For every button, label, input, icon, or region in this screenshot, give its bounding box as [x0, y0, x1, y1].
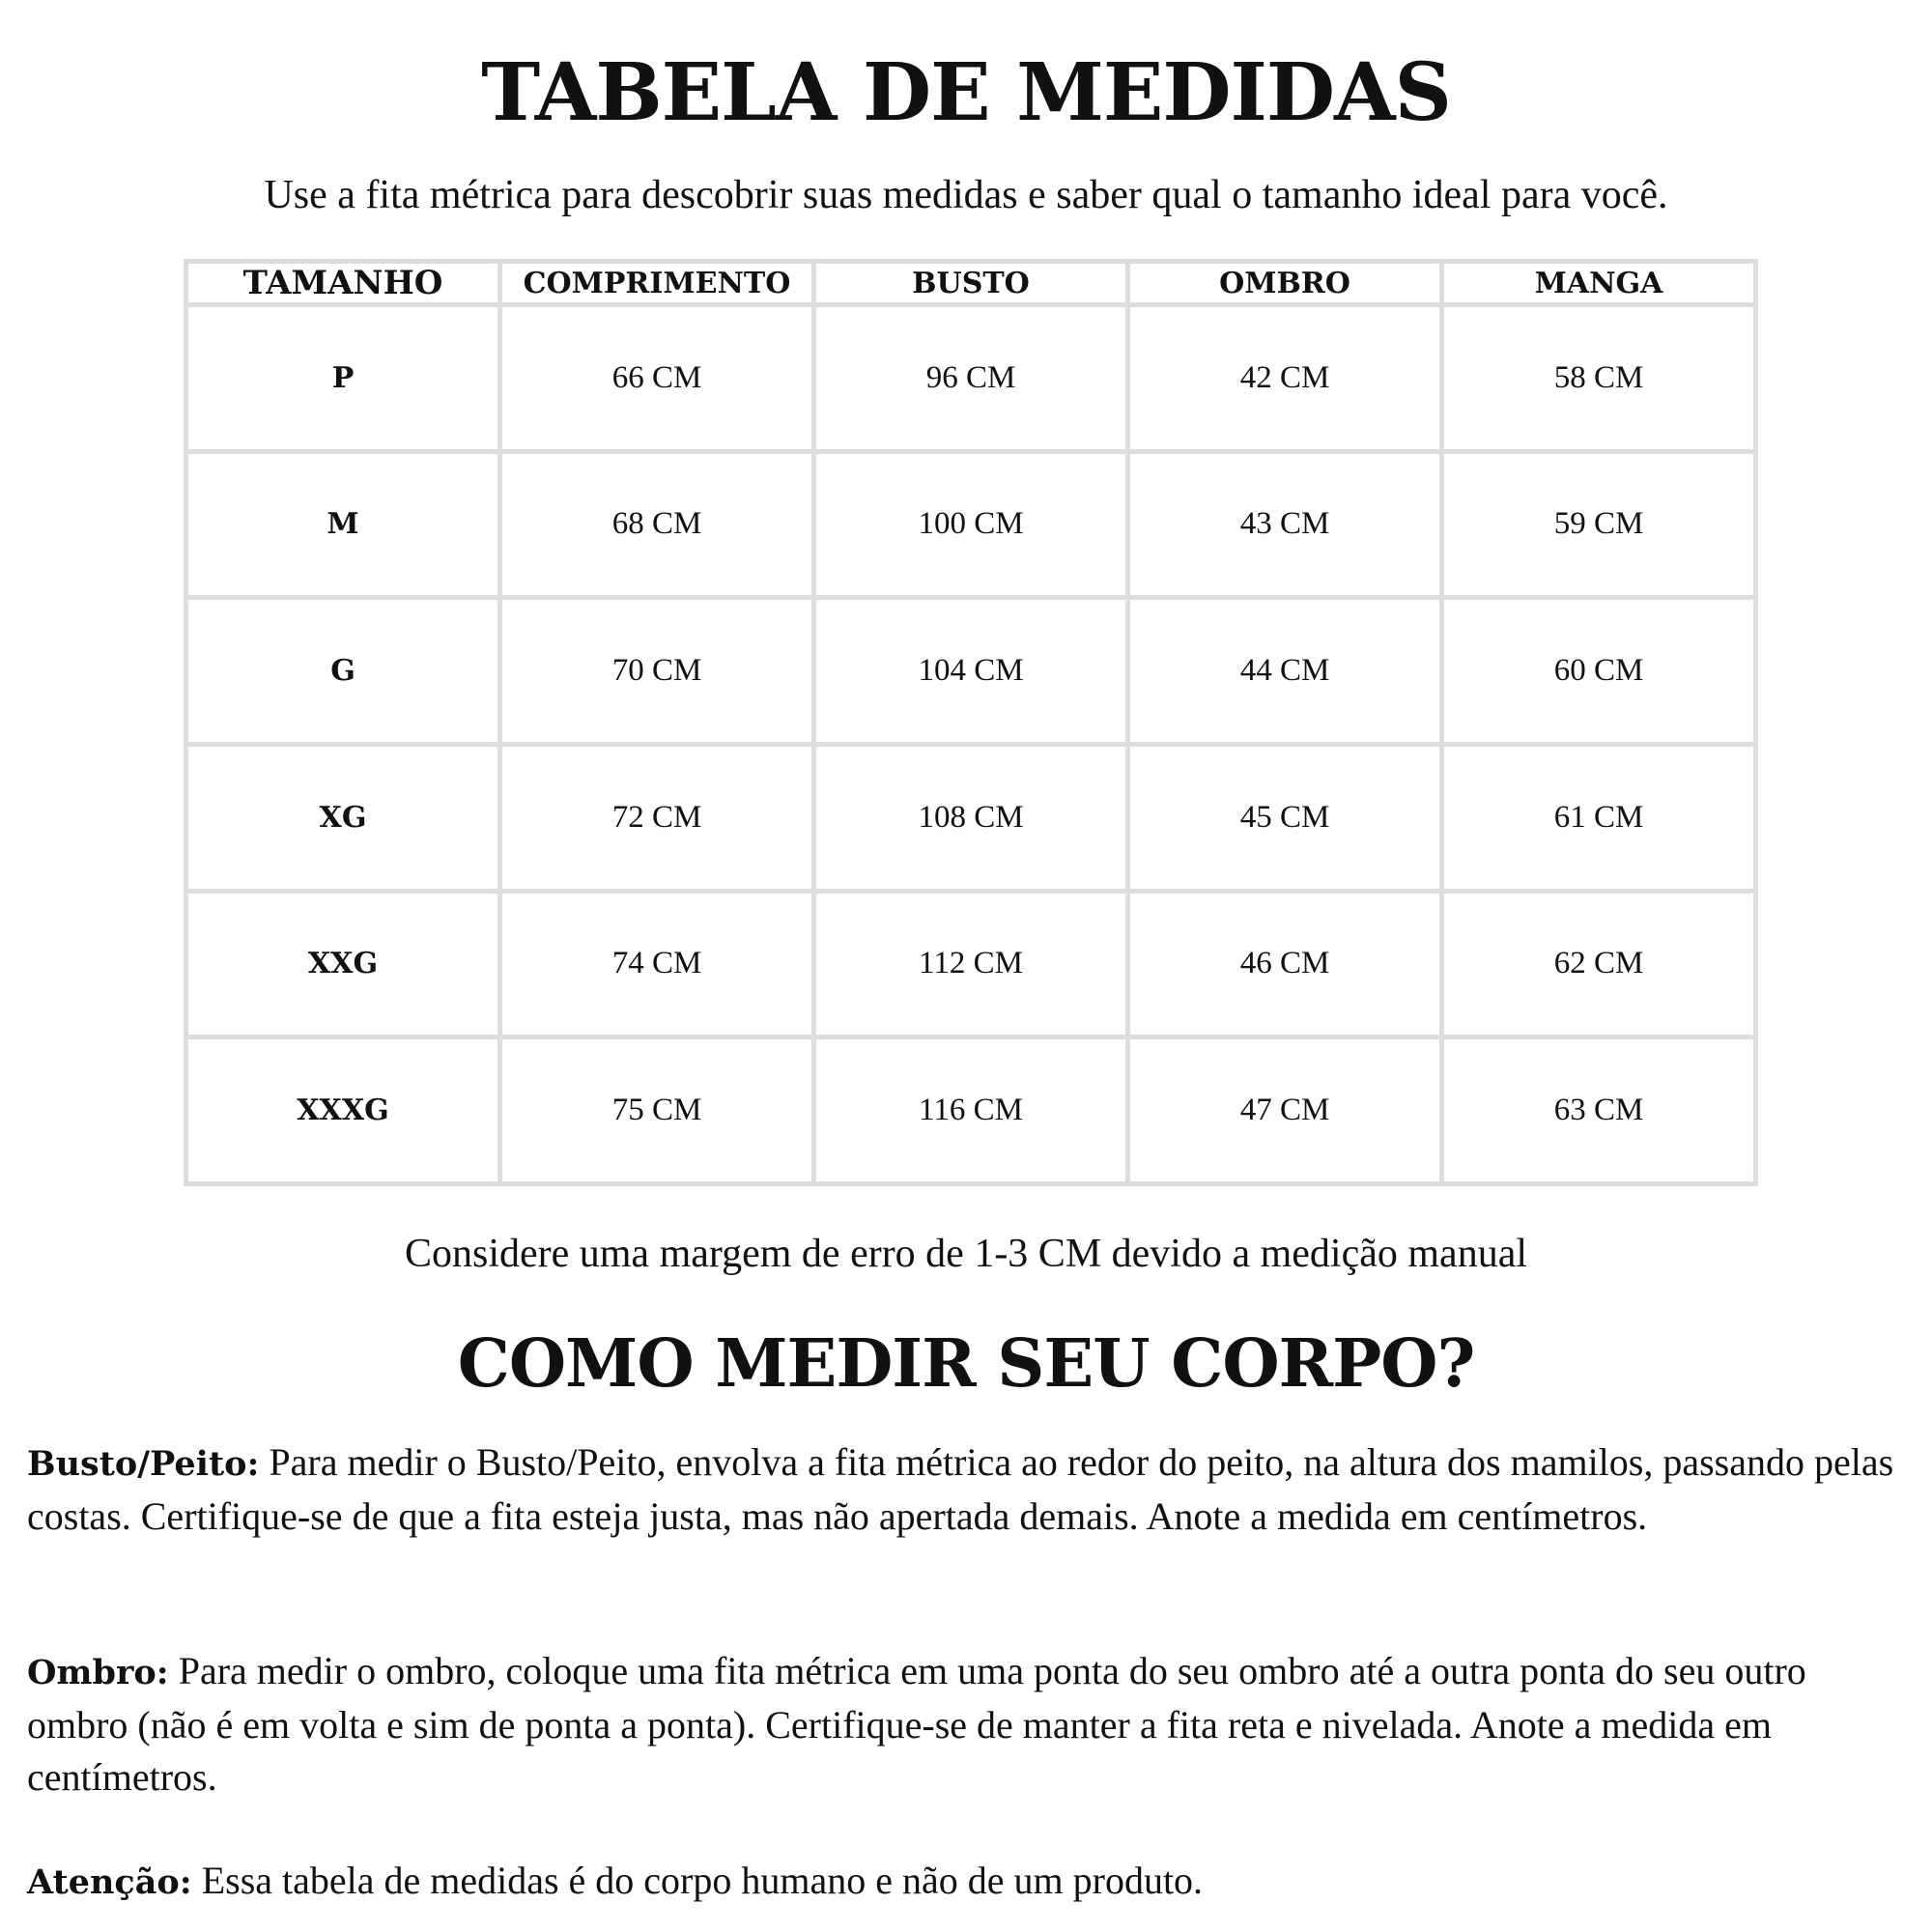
- page-title: TABELA DE MEDIDAS: [481, 46, 1451, 139]
- header-tamanho: TAMANHO: [186, 262, 500, 305]
- size-cell: G: [186, 598, 500, 745]
- table-row: [186, 744, 1756, 891]
- ombro-cell: 47 CM: [1128, 1037, 1442, 1184]
- busto-cell: 108 CM: [814, 744, 1128, 891]
- busto-cell: 116 CM: [814, 1037, 1128, 1184]
- instruction-label: Ombro:: [27, 1653, 169, 1692]
- comprimento-cell: 68 CM: [500, 451, 814, 598]
- table-row: [186, 1037, 1756, 1184]
- busto-cell: 112 CM: [814, 891, 1128, 1037]
- busto-cell: 104 CM: [814, 598, 1128, 745]
- size-cell: M: [186, 451, 500, 598]
- busto-cell: 100 CM: [814, 451, 1128, 598]
- size-cell: XXXG: [186, 1037, 500, 1184]
- how-to-measure-heading: COMO MEDIR SEU CORPO?: [457, 1325, 1475, 1403]
- comprimento-cell: 75 CM: [500, 1037, 814, 1184]
- instruction-ombro: [27, 1645, 1911, 1804]
- size-cell: XG: [186, 744, 500, 891]
- manga-cell: 62 CM: [1442, 891, 1756, 1037]
- table-row: [186, 891, 1756, 1037]
- table-row: [186, 598, 1756, 745]
- header-busto: BUSTO: [814, 262, 1128, 305]
- manga-cell: 61 CM: [1442, 744, 1756, 891]
- manga-cell: 58 CM: [1442, 305, 1756, 452]
- ombro-cell: 44 CM: [1128, 598, 1442, 745]
- header-ombro: OMBRO: [1128, 262, 1442, 305]
- instruction-busto: [27, 1436, 1911, 1543]
- size-table: [184, 259, 1758, 1186]
- table-row: [186, 451, 1756, 598]
- comprimento-cell: 72 CM: [500, 744, 814, 891]
- margin-of-error-note: Considere uma margem de erro de 1-3 CM devido a medição manual: [404, 1232, 1528, 1276]
- manga-cell: 63 CM: [1442, 1037, 1756, 1184]
- instruction-label: Atenção:: [27, 1862, 192, 1902]
- table-header-row: [186, 262, 1756, 305]
- instruction-text: Para medir o Busto/Peito, envolva a fita métrica ao redor do peito, na altura dos mamilos, passando pelas costas. Certifique-se de que a fita esteja justa, mas não apertada demais. Anote a medida em centímetros.: [27, 1440, 1894, 1538]
- ombro-cell: 46 CM: [1128, 891, 1442, 1037]
- manga-cell: 59 CM: [1442, 451, 1756, 598]
- instruction-label: Busto/Peito:: [27, 1444, 260, 1484]
- comprimento-cell: 66 CM: [500, 305, 814, 452]
- manga-cell: 60 CM: [1442, 598, 1756, 745]
- page-subtitle: Use a fita métrica para descobrir suas medidas e saber qual o tamanho ideal para você.: [264, 173, 1668, 217]
- ombro-cell: 43 CM: [1128, 451, 1442, 598]
- instruction-atencao: [27, 1855, 1911, 1909]
- ombro-cell: 45 CM: [1128, 744, 1442, 891]
- busto-cell: 96 CM: [814, 305, 1128, 452]
- instruction-text: Para medir o ombro, coloque uma fita métrica em uma ponta do seu ombro até a outra ponta do seu outro ombro (não é em volta e sim de ponta a ponta). Certifique-se de manter a fita reta e nivelada. Anote a medida em centímetros.: [27, 1649, 1806, 1799]
- size-cell: XXG: [186, 891, 500, 1037]
- comprimento-cell: 70 CM: [500, 598, 814, 745]
- comprimento-cell: 74 CM: [500, 891, 814, 1037]
- table-row: [186, 305, 1756, 452]
- header-comprimento: COMPRIMENTO: [500, 262, 814, 305]
- header-manga: MANGA: [1442, 262, 1756, 305]
- size-cell: P: [186, 305, 500, 452]
- ombro-cell: 42 CM: [1128, 305, 1442, 452]
- instruction-text: Essa tabela de medidas é do corpo humano e não de um produto.: [191, 1859, 1204, 1902]
